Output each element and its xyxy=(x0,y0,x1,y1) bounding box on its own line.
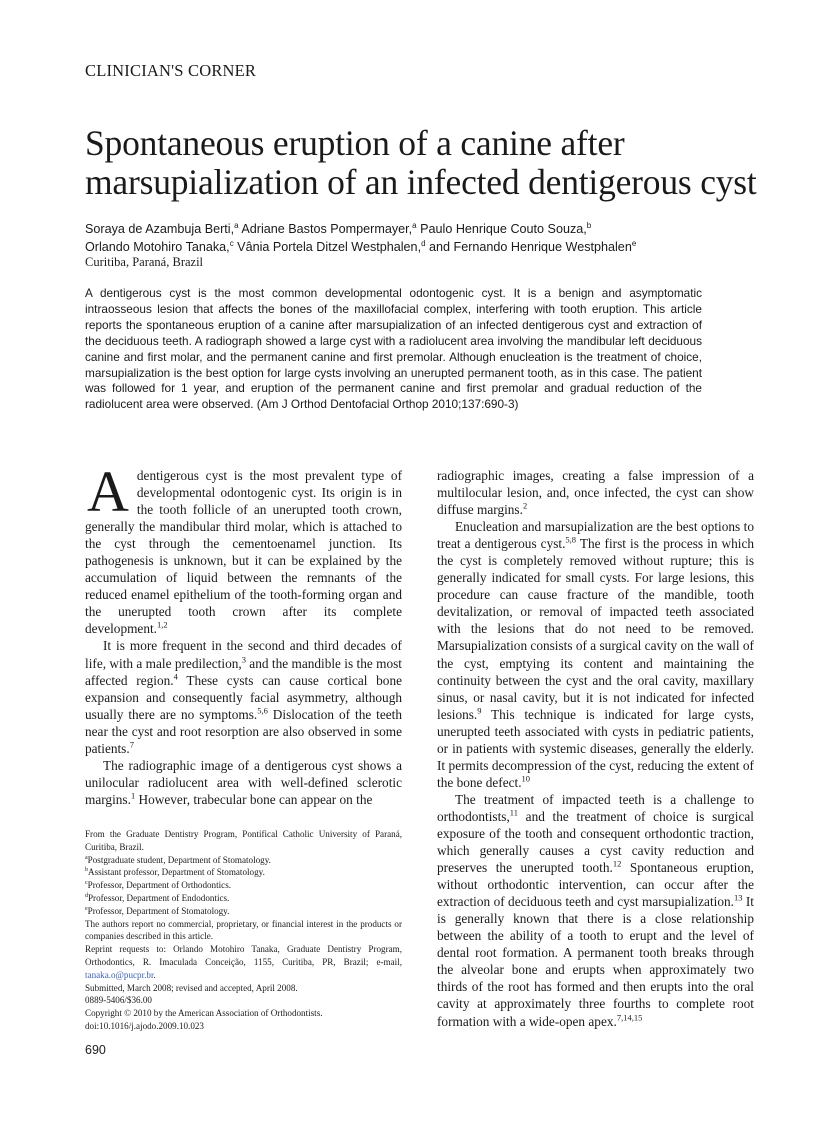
article-title xyxy=(85,124,785,202)
paragraph-text: The first is the process in which the cyst is completely removed without rupture; this is generally indicated for small cysts. For large lesions, this procedure can cause fracture of the mandible, tooth devitalization, or removal of impacted teeth associated with the lesions that do not need to be removed. Marsupialization consists of a surgical cavity on the wall of the cyst, emptying its content and maintaining the continuity between the cyst and the oral cavity, maxillary sinus, or nasal cavity, but it is not indicated for infected lesions. xyxy=(437,536,754,722)
footnote-role xyxy=(85,866,402,879)
author-name: Adriane Bastos Pompermayer, xyxy=(238,222,413,236)
author-name: Vânia Portela Ditzel Westphalen, xyxy=(233,240,422,254)
paragraph-text: Enucleation and marsupialization are the best options to treat a dentigerous cyst. xyxy=(437,519,754,552)
body-column-left xyxy=(85,459,403,808)
paragraph-text: and the mandible is the most affected region. xyxy=(85,655,403,688)
body-paragraph xyxy=(85,459,402,637)
footnote-text: Assistant professor, Department of Stomatology. xyxy=(88,867,265,878)
footnote-role xyxy=(85,892,402,905)
footnote-reprint xyxy=(85,943,402,981)
paragraph-text: Spontaneous eruption, without orthodontic intervention, can occur after the extraction of deciduous teeth and cyst marsupialization. xyxy=(437,860,754,910)
paragraph-text: These cysts can cause cortical bone expansion and consequently facial asymmetry, although usually there are no symptoms. xyxy=(85,672,402,722)
author-affil-mark: b xyxy=(586,220,592,230)
author-list xyxy=(85,220,765,256)
author-name: and Fernando Henrique Westphalen xyxy=(425,240,632,254)
footnote-interest: The authors report no commercial, proprietary, or financial interest in the products or companies described in this article. xyxy=(85,918,402,942)
footnote-text: Professor, Department of Endodontics. xyxy=(88,892,230,903)
footnote-affiliation: From the Graduate Dentistry Program, Pontifical Catholic University of Paraná, Curitiba, Brazil. xyxy=(85,829,402,852)
footnote-text: . xyxy=(153,969,156,980)
author-affil-mark: c xyxy=(229,238,234,248)
citation-ref: 9 xyxy=(477,705,482,716)
abstract: A dentigerous cyst is the most common developmental odontogenic cyst. It is a benign and asymptomatic intraosseous lesion that affects the bones of the maxillofacial complex, interfering with tooth eruption. This article reports the spontaneous eruption of a canine after marsupialization of an infected dentigerous cyst and extraction of the deciduous teeth. A radiograph showed a large cyst with a radiolucent area involving the mandibular left deciduous canine and first molar, and the permanent canine and first premolar. Although enucleation is the treatment of choice, marsupialization is the best option for large cysts involving an unerupted permanent tooth, as in this case. The patient was followed for 1 year, and eruption of the permanent canine and first premolar and gradual reduction of the radiolucent area were observed. (Am J Orthod Dentofacial Orthop 2010;137:690-3) xyxy=(85,286,702,412)
drop-cap: A xyxy=(87,459,129,524)
citation-ref: 1,2 xyxy=(157,620,168,630)
citation-ref: 10 xyxy=(521,773,531,784)
citation-ref: 3 xyxy=(241,654,246,665)
footnote-role xyxy=(85,905,402,918)
section-label: CLINICIAN'S CORNER xyxy=(85,61,257,80)
title-line-2: marsupialization of an infected dentigerous cyst xyxy=(85,162,757,202)
paragraph-text: However, trabecular bone can appear on the xyxy=(135,791,373,807)
citation-ref: 2 xyxy=(522,500,528,511)
footnote-mark: e xyxy=(85,905,88,912)
author-name: Soraya de Azambuja Berti, xyxy=(85,222,235,236)
author-affil-mark: e xyxy=(631,238,637,248)
author-affil-mark: a xyxy=(234,220,239,230)
footnote-submitted: Submitted, March 2008; revised and accepted, April 2008. xyxy=(85,982,298,993)
footnote-mark: c xyxy=(85,880,88,887)
body-paragraph xyxy=(85,637,402,756)
email-link[interactable]: tanaka.o@pucpr.br xyxy=(85,969,154,980)
title-line-1: Spontaneous eruption of a canine after xyxy=(85,123,625,163)
citation-ref: 4 xyxy=(173,671,178,682)
page-number: 690 xyxy=(85,1043,106,1057)
citation-ref: 13 xyxy=(733,892,743,903)
author-affil-mark: d xyxy=(421,238,426,248)
footnote-mark: d xyxy=(85,892,88,899)
paragraph-text: The treatment of impacted teeth is a challenge to orthodontists, xyxy=(437,791,754,824)
paragraph-text: radiographic images, creating a false impression of a multilocular lesion, and, once infected, the cyst can show diffuse margins. xyxy=(437,468,754,518)
body-paragraph xyxy=(437,467,754,518)
footnote-issn: 0889-5406/$36.00 xyxy=(85,995,152,1006)
citation-ref: 1 xyxy=(130,790,136,801)
body-paragraph xyxy=(437,791,754,1030)
paragraph-text: It is generally known that there is a close relationship between the ability of a tooth to erupt and the level of dental root formation. A permanent tooth breaks through the alveolar bone and erupts when approximately two thirds of the root has formed and then erupts into the oral cavity at approximately three fourths to complete root formation with a wide-open apex. xyxy=(437,894,754,1029)
footnote-mark: b xyxy=(85,867,88,874)
footnote-doi: doi:10.1016/j.ajodo.2009.10.023 xyxy=(85,1020,204,1031)
citation-ref: 7,14,15 xyxy=(616,1012,643,1023)
footnote-role xyxy=(85,854,402,867)
body-paragraph xyxy=(85,757,402,808)
body-column-right xyxy=(437,467,754,1030)
paragraph-text: and the treatment of choice is surgical exposure of the tooth and consequent orthodontic traction, which generally causes a cyst cavity reduction and preserves the unerupted tooth. xyxy=(437,808,754,876)
paragraph-text: dentigerous cyst is the most prevalent type of developmental odontogenic cyst. Its origin is in the tooth follicle of an unerupted tooth crown, generally the mandibular third molar, which is attached to the cyst through the cementoenamel junction. Its pathogenesis is unknown, but it can be explained by the accumulation of liquid between the remnants of the reduced enamel epithelium of the tooth-forming organ and the unerupted tooth crown after its complete development. xyxy=(85,468,402,637)
body-paragraph xyxy=(437,518,754,791)
paragraph-text: Dislocation of the teeth near the cyst and root resorption are also observed in some patients. xyxy=(85,706,403,756)
author-location: Curitiba, Paraná, Brazil xyxy=(85,255,204,269)
footnote-text: Professor, Department of Stomatology. xyxy=(87,905,230,916)
paragraph-text: The radiographic image of a dentigerous cyst shows a unilocular radiolucent area with well-defined sclerotic margins. xyxy=(85,757,402,807)
citation-ref: 12 xyxy=(612,858,622,869)
citation-ref: 7 xyxy=(129,739,134,750)
citation-ref: 5,8 xyxy=(565,534,577,545)
footnotes xyxy=(85,828,402,1033)
author-name: Orlando Motohiro Tanaka, xyxy=(85,240,230,254)
paragraph-text: This technique is indicated for large cysts, unerupted teeth associated with cysts in pediatric patients, or in patients with systemic diseases, generally the elderly. It permits decompression of the cyst, reducing the extent of the bone defect. xyxy=(437,706,754,790)
citation-ref: 5,6 xyxy=(257,705,268,716)
author-name: Paulo Henrique Couto Souza, xyxy=(416,222,587,236)
footnote-role xyxy=(85,879,402,892)
paragraph-text: It is more frequent in the second and third decades of life, with a male predilection, xyxy=(85,638,402,671)
author-affil-mark: a xyxy=(412,220,417,230)
citation-ref: 11 xyxy=(509,807,518,818)
footnote-text: Reprint requests to: Orlando Motohiro Tanaka, Graduate Dentistry Program, Orthodontics, R. Imaculada Conceição, 1155, Curitiba, PR, Brazil; e-mail, xyxy=(85,944,402,967)
footnote-text: Professor, Department of Orthodontics. xyxy=(87,880,232,891)
footnote-text: Postgraduate student, Department of Stomatology. xyxy=(87,854,271,865)
footnote-copyright: Copyright © 2010 by the American Association of Orthodontists. xyxy=(85,1008,323,1019)
footnote-mark: a xyxy=(85,854,88,861)
